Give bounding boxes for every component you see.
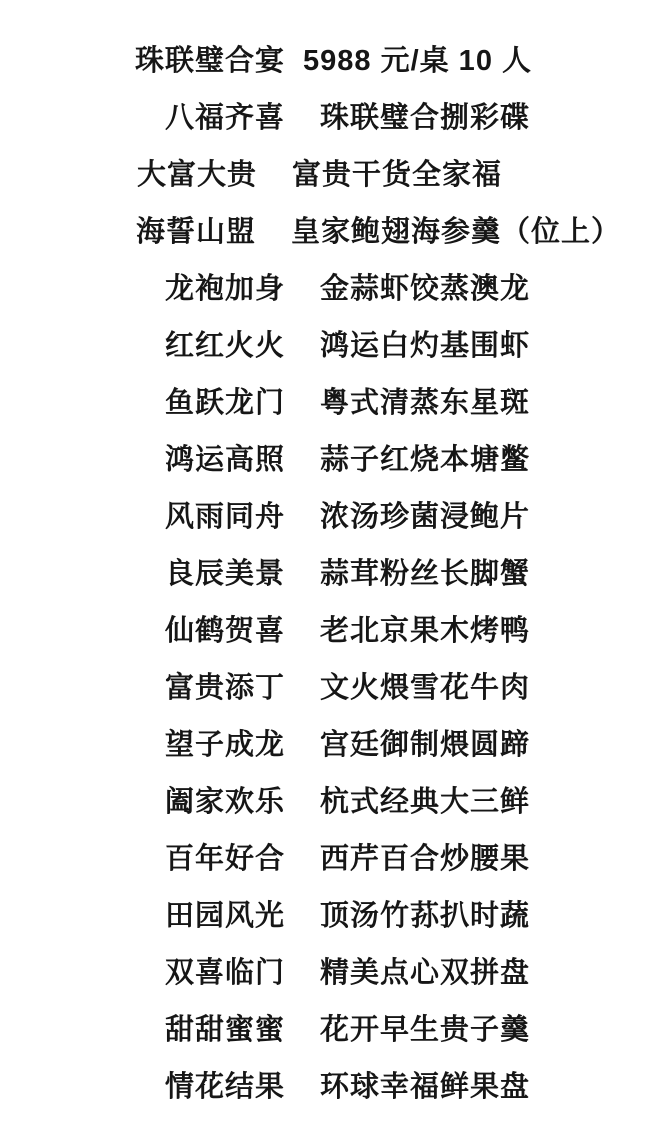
- dish-name: 粤式清蒸东星斑: [320, 387, 531, 419]
- menu-row: [0, 657, 649, 714]
- dish-name: 杭式经典大三鲜: [320, 786, 531, 818]
- menu-row: [0, 771, 649, 828]
- menu-row: [0, 543, 649, 600]
- menu-row: [0, 315, 649, 372]
- dish-name: 浓汤珍菌浸鲍片: [320, 501, 531, 533]
- blessing-name: 阖家欢乐: [164, 786, 285, 818]
- menu-row: [0, 714, 649, 771]
- dish-name: 皇家鲍翅海参羹（位上）: [290, 216, 621, 248]
- blessing-name: 仙鹤贺喜: [164, 615, 285, 647]
- banquet-name: 珠联璧合宴: [134, 45, 285, 77]
- dish-name: 顶汤竹荪扒时蔬: [320, 900, 531, 932]
- blessing-name: 良辰美景: [164, 558, 285, 590]
- blessing-name: 风雨同舟: [164, 501, 285, 533]
- dish-name: 花开早生贵子羹: [320, 1014, 531, 1046]
- dish-name: 珠联璧合捌彩碟: [320, 102, 531, 134]
- blessing-name: 甜甜蜜蜜: [164, 1014, 285, 1046]
- banquet-header-row: [0, 30, 649, 87]
- menu-row: [0, 429, 649, 486]
- blessing-name: 大富大贵: [136, 159, 257, 191]
- blessing-name: 龙袍加身: [164, 273, 285, 305]
- dish-name: 宫廷御制煨圆蹄: [320, 729, 531, 761]
- menu-row: [0, 87, 649, 144]
- menu-row: [0, 999, 649, 1056]
- menu-row: [0, 201, 621, 258]
- dish-name: 精美点心双拼盘: [320, 957, 531, 989]
- menu-row: [0, 828, 649, 885]
- blessing-name: 红红火火: [164, 330, 285, 362]
- blessing-name: 百年好合: [164, 843, 285, 875]
- blessing-name: 鱼跃龙门: [164, 387, 285, 419]
- blessing-name: 田园风光: [164, 900, 285, 932]
- banquet-price: 5988 元/桌 10 人: [303, 45, 532, 77]
- dish-name: 金蒜虾饺蒸澳龙: [320, 273, 531, 305]
- menu-row: [0, 600, 649, 657]
- menu-row: [0, 1056, 649, 1113]
- dish-name: 鸿运白灼基围虾: [320, 330, 531, 362]
- blessing-name: 情花结果: [164, 1071, 285, 1103]
- menu-row: [0, 258, 649, 315]
- blessing-name: 望子成龙: [164, 729, 285, 761]
- dish-name: 蒜茸粉丝长脚蟹: [320, 558, 531, 590]
- blessing-name: 海誓山盟: [135, 216, 256, 248]
- menu-row: [0, 885, 649, 942]
- dish-name: 老北京果木烤鸭: [320, 615, 531, 647]
- dish-name: 文火煨雪花牛肉: [320, 672, 531, 704]
- menu-row: [0, 942, 649, 999]
- blessing-name: 鸿运高照: [164, 444, 285, 476]
- menu-row: [0, 144, 621, 201]
- menu-row: [0, 486, 649, 543]
- dish-name: 环球幸福鲜果盘: [320, 1071, 531, 1103]
- dish-name: 蒜子红烧本塘鳖: [320, 444, 531, 476]
- blessing-name: 双喜临门: [164, 957, 285, 989]
- dish-name: 富贵干货全家福: [292, 159, 503, 191]
- blessing-name: 富贵添丁: [164, 672, 285, 704]
- blessing-name: 八福齐喜: [164, 102, 285, 134]
- dish-name: 西芹百合炒腰果: [320, 843, 531, 875]
- menu-row: [0, 372, 649, 429]
